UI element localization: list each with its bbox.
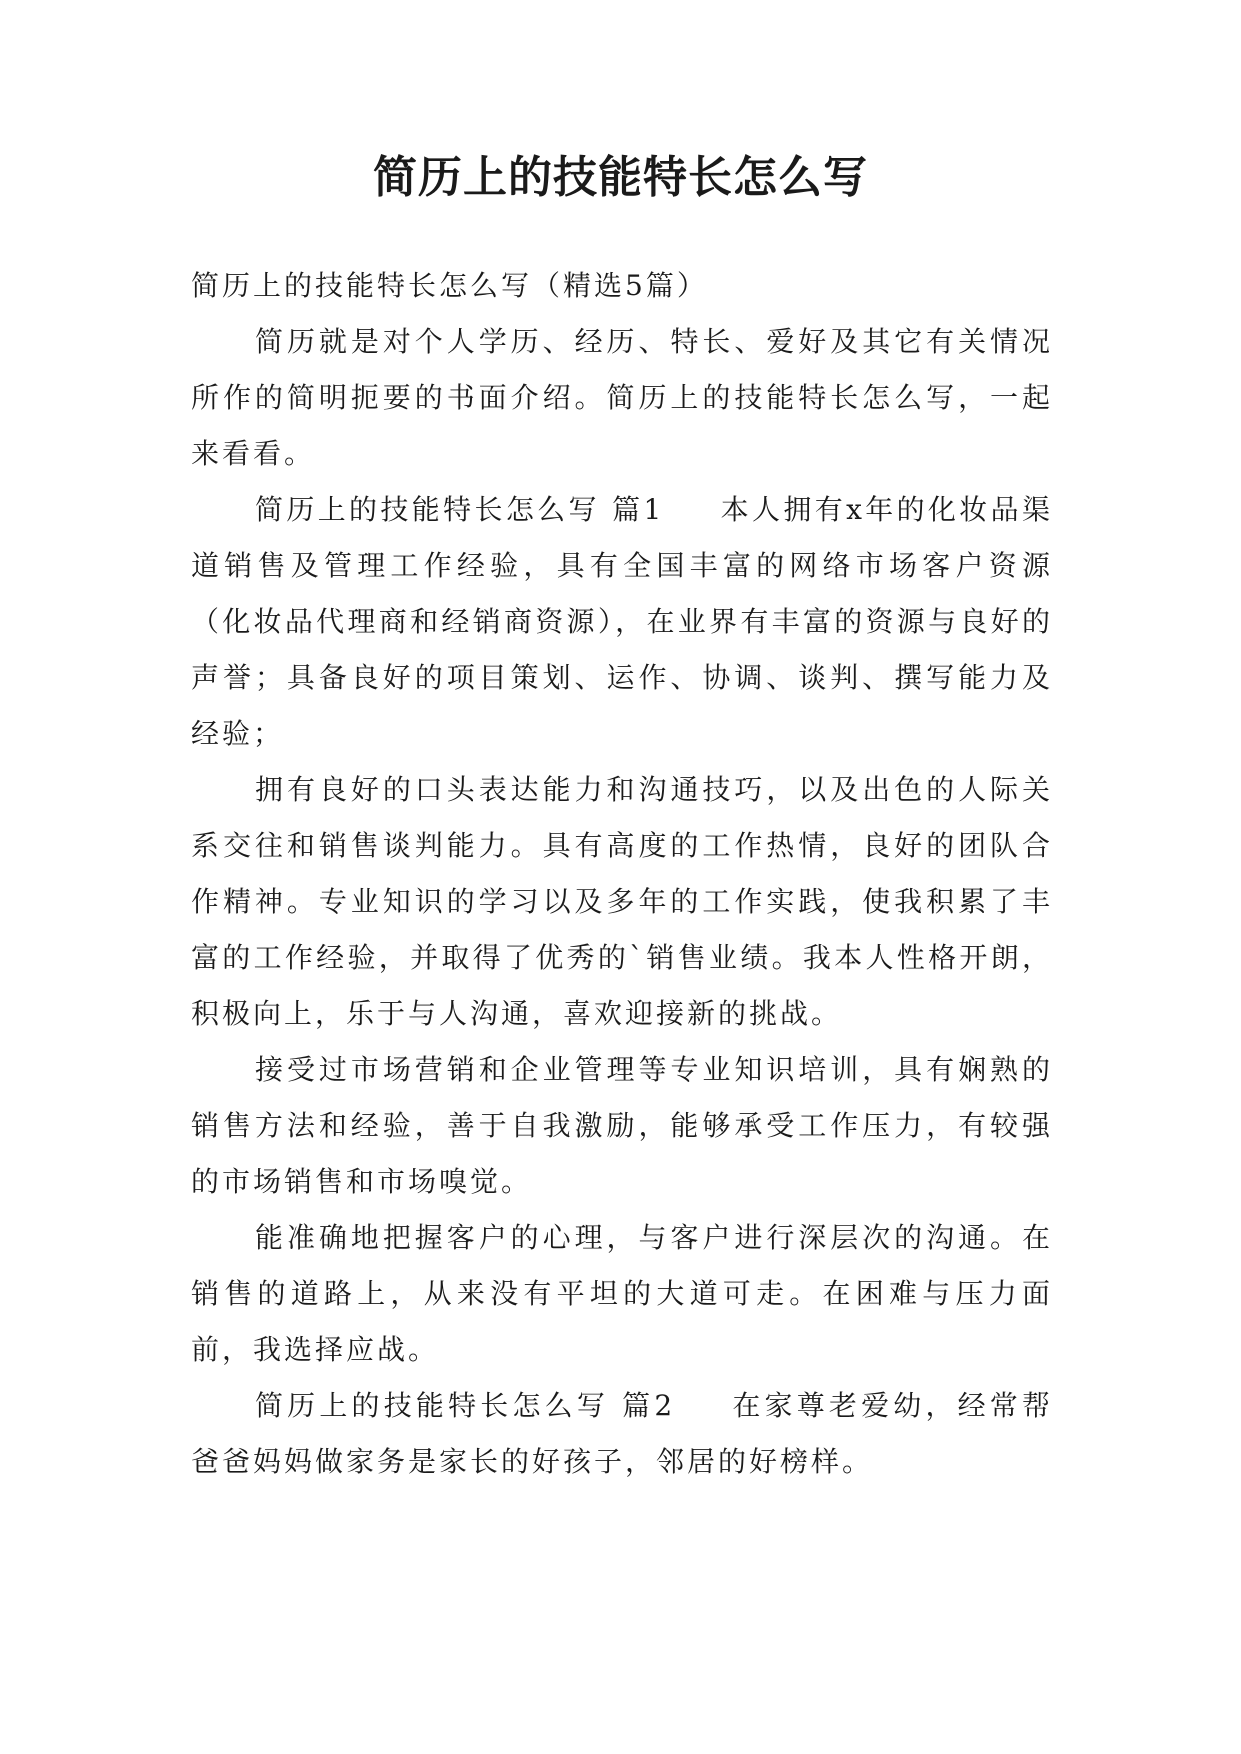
document-title: 简历上的技能特长怎么写: [373, 152, 868, 203]
document-subtitle: 简历上的技能特长怎么写（精选5篇）: [191, 269, 708, 302]
intro-paragraph: 简历就是对个人学历、经历、特长、爱好及其它有关情况所作的简明扼要的书面介绍。简历上的技能特长怎么写，一起来看看。: [191, 325, 1053, 470]
body-paragraph: 能准确地把握客户的心理，与客户进行深层次的沟通。在销售的道路上，从来没有平坦的大道可走。在困难与压力面前，我选择应战。: [191, 1221, 1053, 1366]
body-paragraph: 接受过市场营销和企业管理等专业知识培训，具有娴熟的销售方法和经验，善于自我激励，能够承受工作压力，有较强的市场销售和市场嗅觉。: [191, 1053, 1053, 1198]
body-paragraph: 拥有良好的口头表达能力和沟通技巧，以及出色的人际关系交往和销售谈判能力。具有高度的工作热情，良好的团队合作精神。专业知识的学习以及多年的工作实践，使我积累了丰富的工作经验，并取得了优秀的`销售业绩。我本人性格开朗，积极向上，乐于与人沟通，喜欢迎接新的挑战。: [191, 773, 1053, 1030]
section-2-heading: 简历上的技能特长怎么写 篇2: [255, 1389, 676, 1422]
section-2-paragraph: [191, 1378, 1053, 1490]
document-body: [191, 258, 1053, 1490]
section-1-text: 本人拥有x年的化妆品渠道销售及管理工作经验，具有全国丰富的网络市场客户资源（化妆品代理商和经销商资源），在业界有丰富的资源与良好的声誉；具备良好的项目策划、运作、协调、谈判、撰写能力及经验；: [191, 493, 1053, 750]
section-1-heading: 简历上的技能特长怎么写 篇1: [255, 493, 665, 526]
section-1-paragraph: [191, 482, 1053, 762]
section-2-text: 在家尊老爱幼，经常帮爸爸妈妈做家务是家长的好孩子，邻居的好榜样。: [191, 1389, 1053, 1478]
